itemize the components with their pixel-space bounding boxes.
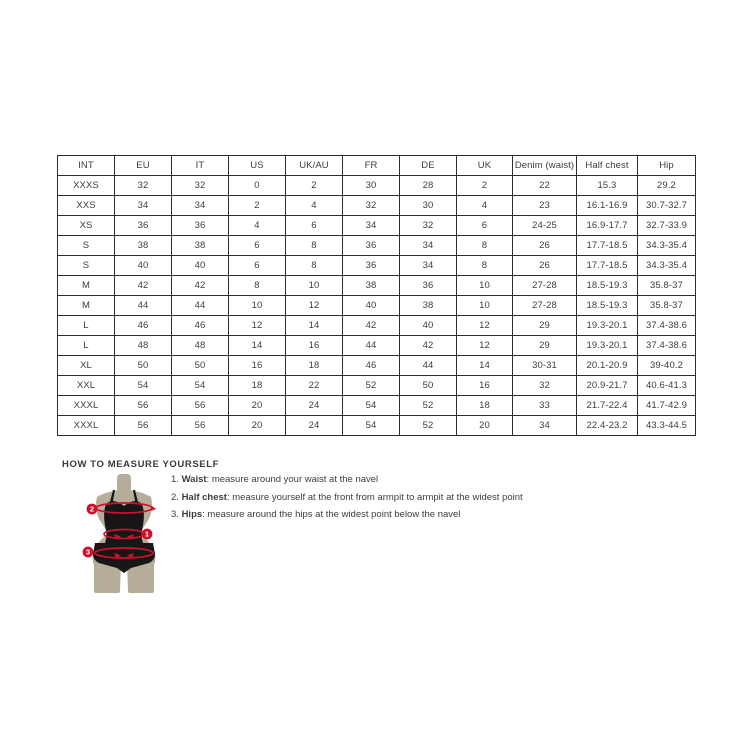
how-to-measure-title: HOW TO MEASURE YOURSELF: [62, 459, 220, 470]
table-cell: 40: [400, 316, 457, 336]
table-cell: 10: [457, 296, 513, 316]
table-cell: 48: [172, 336, 229, 356]
table-header-row: [58, 156, 696, 176]
table-cell: 6: [457, 216, 513, 236]
table-cell: 6: [286, 216, 343, 236]
table-header-cell: FR: [343, 156, 400, 176]
table-cell: 30.7-32.7: [638, 196, 696, 216]
table-cell: 16.1-16.9: [577, 196, 638, 216]
table-cell: 0: [229, 176, 286, 196]
table-cell: 37.4-38.6: [638, 316, 696, 336]
table-cell: 37.4-38.6: [638, 336, 696, 356]
table-cell: 4: [229, 216, 286, 236]
table-cell: 48: [115, 336, 172, 356]
table-cell: 35.8-37: [638, 296, 696, 316]
table-row: [58, 236, 696, 256]
table-cell: XXXL: [58, 416, 115, 436]
table-cell: 32: [400, 216, 457, 236]
table-cell: 23: [513, 196, 577, 216]
measure-badge-3: [83, 547, 94, 558]
table-cell: 41.7-42.9: [638, 396, 696, 416]
table-cell: 46: [115, 316, 172, 336]
table-cell: 20: [229, 396, 286, 416]
measure-steps: [171, 471, 523, 524]
table-cell: 44: [400, 356, 457, 376]
table-cell: 40: [172, 256, 229, 276]
table-cell: 4: [457, 196, 513, 216]
table-cell: 14: [457, 356, 513, 376]
table-cell: 40.6-41.3: [638, 376, 696, 396]
table-cell: M: [58, 276, 115, 296]
table-cell: 14: [286, 316, 343, 336]
table-cell: 32: [343, 196, 400, 216]
table-cell: XS: [58, 216, 115, 236]
table-cell: 42: [343, 316, 400, 336]
table-cell: 18.5-19.3: [577, 276, 638, 296]
table-cell: 42: [115, 276, 172, 296]
table-cell: 16: [286, 336, 343, 356]
table-cell: 52: [400, 416, 457, 436]
table-cell: XL: [58, 356, 115, 376]
table-cell: 29.2: [638, 176, 696, 196]
table-cell: 2: [229, 196, 286, 216]
table-cell: 38: [343, 276, 400, 296]
table-row: [58, 356, 696, 376]
table-cell: 34: [172, 196, 229, 216]
table-cell: 28: [400, 176, 457, 196]
table-cell: 12: [229, 316, 286, 336]
table-cell: S: [58, 236, 115, 256]
table-cell: 12: [286, 296, 343, 316]
table-row: [58, 196, 696, 216]
table-row: [58, 216, 696, 236]
measure-step: 2. Half chest: measure yourself at the front from armpit to armpit at the widest point: [171, 491, 523, 503]
table-cell: 10: [286, 276, 343, 296]
measure-step-label: Hips: [181, 509, 203, 520]
table-header-cell: Half chest: [577, 156, 638, 176]
table-cell: 27-28: [513, 296, 577, 316]
table-cell: 34: [343, 216, 400, 236]
table-cell: 44: [343, 336, 400, 356]
table-cell: 52: [400, 396, 457, 416]
table-cell: 19.3-20.1: [577, 316, 638, 336]
table-cell: 34.3-35.4: [638, 236, 696, 256]
table-row: [58, 396, 696, 416]
table-cell: 44: [172, 296, 229, 316]
table-cell: 56: [115, 416, 172, 436]
table-cell: 14: [229, 336, 286, 356]
table-row: [58, 176, 696, 196]
table-cell: 15.3: [577, 176, 638, 196]
table-cell: 8: [286, 256, 343, 276]
table-cell: 27-28: [513, 276, 577, 296]
table-cell: 30: [400, 196, 457, 216]
table-cell: 43.3-44.5: [638, 416, 696, 436]
table-row: [58, 296, 696, 316]
table-cell: 36: [115, 216, 172, 236]
table-cell: 50: [400, 376, 457, 396]
table-cell: 54: [343, 396, 400, 416]
badge-1-number: 1: [144, 529, 150, 539]
table-cell: 19.3-20.1: [577, 336, 638, 356]
table-cell: 24-25: [513, 216, 577, 236]
table-row: [58, 316, 696, 336]
table-cell: 42: [172, 276, 229, 296]
table-cell: M: [58, 296, 115, 316]
table-cell: 56: [172, 396, 229, 416]
table-header-cell: Denim (waist): [513, 156, 577, 176]
table-cell: 16.9-17.7: [577, 216, 638, 236]
table-cell: 20.9-21.7: [577, 376, 638, 396]
table-cell: 34: [400, 236, 457, 256]
table-cell: 34: [115, 196, 172, 216]
table-cell: 56: [172, 416, 229, 436]
measure-badge-1: [142, 529, 153, 540]
table-cell: L: [58, 316, 115, 336]
badge-3-number: 3: [85, 547, 91, 557]
table-cell: 54: [115, 376, 172, 396]
table-cell: 44: [115, 296, 172, 316]
measure-step-label: Waist: [181, 474, 207, 485]
table-row: [58, 416, 696, 436]
table-cell: 8: [457, 256, 513, 276]
table-cell: 40: [343, 296, 400, 316]
table-cell: 54: [343, 416, 400, 436]
table-cell: 35.8-37: [638, 276, 696, 296]
table-cell: 29: [513, 316, 577, 336]
table-cell: 8: [229, 276, 286, 296]
table-cell: 18: [229, 376, 286, 396]
table-cell: 50: [115, 356, 172, 376]
table-cell: XXL: [58, 376, 115, 396]
table-cell: 16: [457, 376, 513, 396]
table-cell: 20: [457, 416, 513, 436]
measure-step-label: Half chest: [181, 491, 227, 503]
table-row: [58, 276, 696, 296]
table-cell: 36: [400, 276, 457, 296]
table-cell: 6: [229, 236, 286, 256]
table-cell: 34.3-35.4: [638, 256, 696, 276]
size-table: [57, 155, 696, 436]
table-cell: 29: [513, 336, 577, 356]
table-cell: S: [58, 256, 115, 276]
table-header-cell: EU: [115, 156, 172, 176]
table-header-cell: UK: [457, 156, 513, 176]
table-cell: 22: [286, 376, 343, 396]
table-row: [58, 256, 696, 276]
measurement-figure: [73, 470, 173, 600]
table-cell: 12: [457, 316, 513, 336]
table-cell: 36: [343, 256, 400, 276]
table-cell: 2: [286, 176, 343, 196]
table-cell: 4: [286, 196, 343, 216]
table-header-cell: Hip: [638, 156, 696, 176]
table-cell: 8: [457, 236, 513, 256]
table-cell: L: [58, 336, 115, 356]
table-cell: 54: [172, 376, 229, 396]
table-cell: 38: [172, 236, 229, 256]
table-cell: 34: [400, 256, 457, 276]
table-cell: 38: [115, 236, 172, 256]
table-cell: XXXS: [58, 176, 115, 196]
table-cell: 18: [286, 356, 343, 376]
table-cell: 39-40.2: [638, 356, 696, 376]
measure-step: 3. Hips: measure around the hips at the widest point below the navel: [171, 509, 461, 520]
table-cell: 18: [457, 396, 513, 416]
table-cell: 46: [172, 316, 229, 336]
table-cell: 32: [513, 376, 577, 396]
table-cell: 42: [400, 336, 457, 356]
table-cell: 10: [457, 276, 513, 296]
table-header-cell: UK/AU: [286, 156, 343, 176]
table-cell: 8: [286, 236, 343, 256]
table-row: [58, 336, 696, 356]
table-cell: 24: [286, 416, 343, 436]
table-cell: 12: [457, 336, 513, 356]
table-cell: 26: [513, 236, 577, 256]
table-cell: 46: [343, 356, 400, 376]
measure-badge-2: [87, 504, 98, 515]
table-cell: 18.5-19.3: [577, 296, 638, 316]
table-cell: 56: [115, 396, 172, 416]
table-cell: 22.4-23.2: [577, 416, 638, 436]
badge-2-number: 2: [89, 504, 95, 514]
table-cell: 10: [229, 296, 286, 316]
table-cell: 17.7-18.5: [577, 236, 638, 256]
table-cell: 26: [513, 256, 577, 276]
table-header-cell: IT: [172, 156, 229, 176]
table-cell: 38: [400, 296, 457, 316]
table-row: [58, 376, 696, 396]
table-cell: 30: [343, 176, 400, 196]
table-cell: XXXL: [58, 396, 115, 416]
table-cell: 21.7-22.4: [577, 396, 638, 416]
table-cell: 52: [343, 376, 400, 396]
table-cell: 20.1-20.9: [577, 356, 638, 376]
table-cell: 40: [115, 256, 172, 276]
table-cell: 32: [115, 176, 172, 196]
table-header-cell: US: [229, 156, 286, 176]
mannequin-illustration: [73, 470, 173, 600]
table-cell: 50: [172, 356, 229, 376]
table-cell: 20: [229, 416, 286, 436]
table-cell: 22: [513, 176, 577, 196]
table-cell: 32: [172, 176, 229, 196]
table-cell: 30-31: [513, 356, 577, 376]
measure-step: 1. Waist: measure around your waist at the navel: [171, 474, 379, 485]
table-cell: 17.7-18.5: [577, 256, 638, 276]
table-header-cell: DE: [400, 156, 457, 176]
table-cell: XXS: [58, 196, 115, 216]
table-cell: 24: [286, 396, 343, 416]
table-cell: 34: [513, 416, 577, 436]
table-cell: 6: [229, 256, 286, 276]
table-cell: 36: [343, 236, 400, 256]
table-cell: 2: [457, 176, 513, 196]
table-cell: 32.7-33.9: [638, 216, 696, 236]
table-cell: 16: [229, 356, 286, 376]
table-cell: 33: [513, 396, 577, 416]
table-cell: 36: [172, 216, 229, 236]
table-header-cell: INT: [58, 156, 115, 176]
